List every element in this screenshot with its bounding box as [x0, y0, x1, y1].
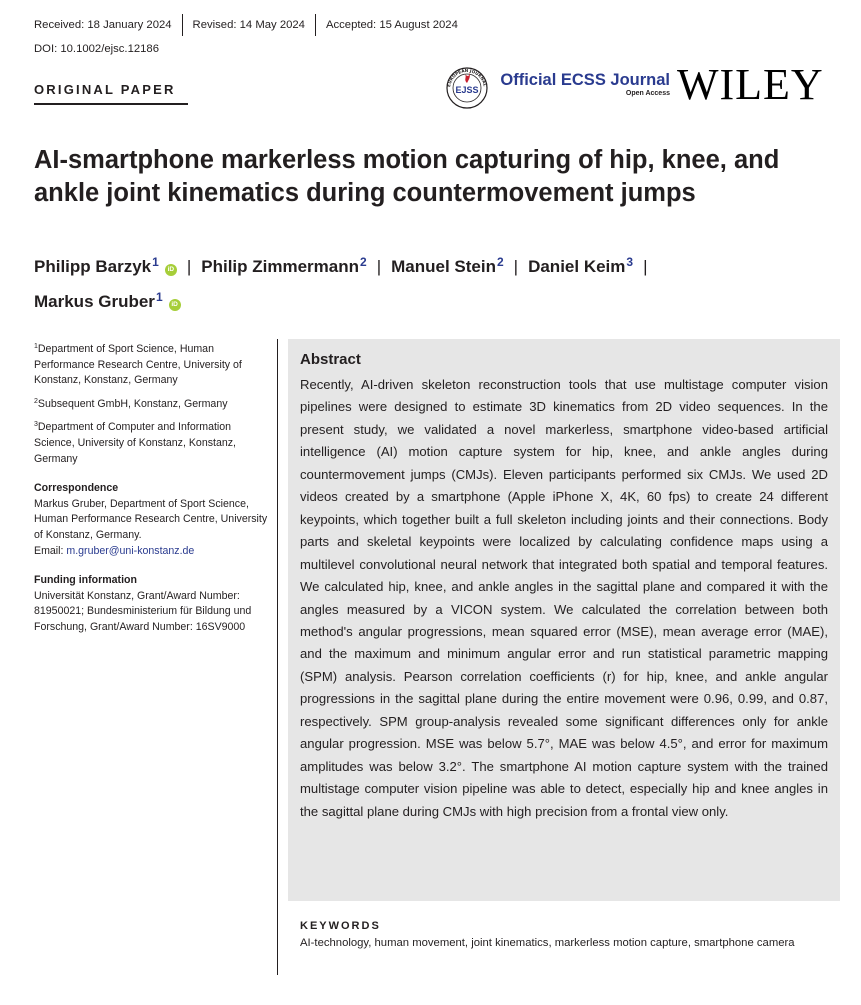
- article-info-column: [34, 339, 269, 636]
- affiliation: $^3$Department of Computer and Information Science, University of Konstanz, Konstanz, Germany: [34, 421, 236, 465]
- open-access-label: Open Access: [625, 90, 670, 97]
- author-separator: |: [376, 257, 382, 276]
- section-label: ORIGINAL PAPER: [34, 82, 176, 97]
- author[interactable]: Manuel Stein$^2$: [391, 255, 504, 276]
- abstract-heading: Abstract: [300, 351, 361, 368]
- wiley-logo: WILEY: [677, 60, 824, 109]
- ejss-logo: [442, 63, 492, 109]
- section-rule: [34, 103, 188, 105]
- author-separator: |: [513, 257, 519, 276]
- author-separator: |: [186, 257, 192, 276]
- affiliation: $^2$Subsequent GmbH, Konstanz, Germany: [34, 397, 228, 410]
- author[interactable]: Philipp Barzyk$^1$iD: [34, 257, 177, 276]
- received-date: Received: 18 January 2024: [34, 19, 172, 31]
- correspondence-email: Email: m.gruber@uni-konstanz.de: [34, 544, 195, 557]
- author-separator: |: [643, 257, 648, 276]
- ejss-text: EJSS: [455, 85, 479, 95]
- paper-title: AI-smartphone markerless motion capturing of hip, knee, and ankle joint kinematics during countermovement jumps: [34, 146, 780, 207]
- orcid-icon[interactable]: iD: [169, 299, 181, 311]
- author[interactable]: Daniel Keim$^3$: [528, 255, 634, 276]
- column-divider: [277, 339, 278, 975]
- history-divider: [315, 14, 316, 36]
- ecss-journal-label: Official ECSS Journal: [500, 71, 670, 89]
- accepted-date: Accepted: 15 August 2024: [325, 19, 458, 31]
- revised-date: Revised: 14 May 2024: [192, 19, 305, 31]
- author-list: [34, 247, 834, 317]
- funding-text: Universität Konstanz, Grant/Award Number: 81950021; Bundesministerium für Bildung und Forschung, Grant/Award Number: 16SV9000: [34, 589, 252, 633]
- keywords-heading: KEYWORDS: [300, 920, 381, 932]
- correspondence-text: Markus Gruber, Department of Sport Science, Human Performance Research Centre, University of Konstanz, Germany.: [34, 497, 268, 541]
- author[interactable]: Philip Zimmermann$^2$: [201, 255, 367, 276]
- abstract-text: Recently, AI-driven skeleton reconstruction tools that use multistage computer vision pipelines were designed to estimate 3D kinematics from 2D video sequences. In the present study, we validated a novel markerless, smartphone video-based artificial intelligence (AI) motion capture system for hip, knee, and ankle angles during countermovement jumps (CMJs). Eleven participants performed six CMJs. We used 2D videos created by a smartphone (Apple iPhone X, 4K, 60 fps) to create 24 different keypoints, which together built a full skeleton including joints and their connections. Body parts and skeletal keypoints were localized by calculating confidence maps using a multilevel convolutional neural network that integrated both spatial and temporal features. We calculated hip, knee, and ankle angles in the sagittal plane and compared it with the angles measured by a VICON system. We calculated the correlation between both method's angular progressions, mean squared error (MSE), mean average error (MAE), and the maximum and minimum angular error and run statistical parametric mapping (SPM) analysis. Pearson correlation coefficients (r) for hip, knee, and ankle angular progressions in the sagittal plane during the entire movement were 0.96, 0.99, and 0.87, respectively. SPM group-analysis revealed some significant differences only for ankle angular progression. MSE was below 5.7°, MAE was below 4.5°, and error for maximum amplitudes was below 3.2°. The smartphone AI motion capture system with the trained multistage computer vision pipeline was able to detect, especially hip and knee angles in the sagittal plane during CMJs with high precision from a frontal view only.: [300, 377, 828, 819]
- publication-history: [34, 14, 458, 36]
- author[interactable]: Markus Gruber$^1$iD: [34, 292, 181, 311]
- ecss-badge: [498, 70, 670, 98]
- ejss-ring-text: EUROPEAN JOURNAL: [446, 67, 488, 88]
- email-link[interactable]: m.gruber@uni-konstanz.de: [66, 544, 195, 557]
- orcid-icon[interactable]: iD: [165, 264, 177, 276]
- doi[interactable]: DOI: 10.1002/ejsc.12186: [34, 43, 159, 55]
- keywords-text: AI-technology, human movement, joint kinematics, markerless motion capture, smartphone camera: [300, 937, 795, 949]
- correspondence-heading: Correspondence: [34, 482, 119, 495]
- affiliation: $^1$Department of Sport Science, Human Performance Research Centre, University of Konstanz, Konstanz, Germany: [34, 343, 242, 387]
- history-divider: [182, 14, 183, 36]
- funding-heading: Funding information: [34, 574, 137, 587]
